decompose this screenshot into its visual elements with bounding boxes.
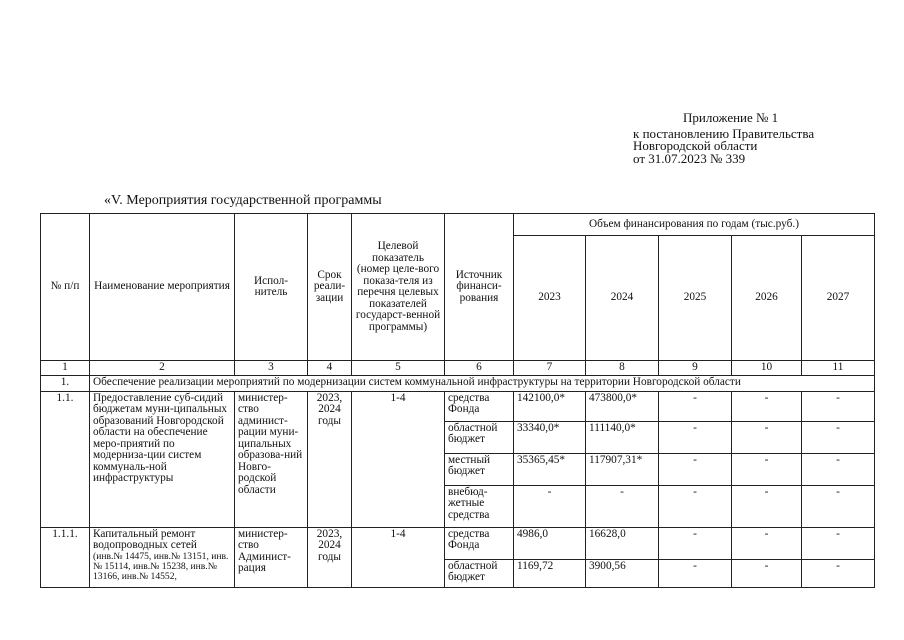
measure-period: 2023, 2024 годы	[308, 391, 352, 527]
funding-source: областной бюджет	[445, 421, 514, 453]
funding-source: внебюд-жетные средства	[445, 485, 514, 527]
col-number: 5	[352, 361, 445, 376]
col-number: 9	[659, 361, 732, 376]
col-number: 6	[445, 361, 514, 376]
funding-value: -	[802, 559, 875, 587]
col-number: 8	[586, 361, 659, 376]
funding-value: -	[659, 559, 732, 587]
funding-value: -	[802, 527, 875, 559]
funding-value: 35365,45*	[514, 453, 586, 485]
col-number: 10	[732, 361, 802, 376]
appendix-line: Новгородской области	[633, 138, 758, 153]
funding-value: 3900,56	[586, 559, 659, 587]
header-year: 2025	[659, 236, 732, 361]
funding-value: -	[732, 391, 802, 421]
header-target: Целевой показатель (номер целе-вого показа-теля из перечня целевых показателей государст-венной программы)	[352, 214, 445, 361]
appendix-title: Приложение № 1	[683, 110, 779, 125]
section-num: 1.	[41, 375, 90, 391]
header-year: 2024	[586, 236, 659, 361]
funding-value: -	[802, 421, 875, 453]
row-num: 1.1.1.	[41, 527, 90, 587]
header-num: № п/п	[41, 214, 90, 361]
col-number: 11	[802, 361, 875, 376]
header-executor: Испол-нитель	[235, 214, 308, 361]
funding-value: -	[732, 485, 802, 527]
measure-target: 1-4	[352, 527, 445, 587]
funding-value: 33340,0*	[514, 421, 586, 453]
funding-source: средства Фонда	[445, 527, 514, 559]
funding-value: -	[802, 453, 875, 485]
measure-name: Предоставление суб-сидий бюджетам муни-ципальных образований Новгородской области на обеспечение меро-приятий по модерниза-ции систем коммуналь-ной инфраструктуры	[90, 391, 235, 527]
funding-value: -	[732, 453, 802, 485]
measure-executor: министер-ство Админист-рация	[235, 527, 308, 587]
measure-name-cell	[90, 527, 235, 587]
funding-value: 473800,0*	[586, 391, 659, 421]
funding-value: 142100,0*	[514, 391, 586, 421]
funding-value: 4986,0	[514, 527, 586, 559]
header-year: 2026	[732, 236, 802, 361]
col-number: 4	[308, 361, 352, 376]
funding-value: -	[732, 559, 802, 587]
funding-value: -	[802, 391, 875, 421]
section-title: «V. Мероприятия государственной программы	[104, 193, 382, 208]
funding-value: -	[659, 485, 732, 527]
col-number: 1	[41, 361, 90, 376]
funding-value: -	[659, 391, 732, 421]
header-period: Срок реали-зации	[308, 214, 352, 361]
header-source: Источник финанси-рования	[445, 214, 514, 361]
funding-value: 117907,31*	[586, 453, 659, 485]
funding-value: -	[659, 421, 732, 453]
funding-value: -	[802, 485, 875, 527]
measure-target: 1-4	[352, 391, 445, 527]
header-year: 2023	[514, 236, 586, 361]
measure-executor: министер-ство админист-рации муни-ципальных образова-ний Новго-родской области	[235, 391, 308, 527]
funding-value: 111140,0*	[586, 421, 659, 453]
row-num: 1.1.	[41, 391, 90, 527]
funding-source: средства Фонда	[445, 391, 514, 421]
header-year: 2027	[802, 236, 875, 361]
appendix-line: от 31.07.2023 № 339	[633, 150, 746, 166]
measure-period: 2023, 2024 годы	[308, 527, 352, 587]
funding-value: -	[659, 453, 732, 485]
col-number: 7	[514, 361, 586, 376]
funding-value: 16628,0	[586, 527, 659, 559]
col-number: 2	[90, 361, 235, 376]
funding-value: -	[732, 421, 802, 453]
header-name: Наименование мероприятия	[90, 214, 235, 361]
funding-value: -	[514, 485, 586, 527]
section-title-row: Обеспечение реализации мероприятий по модернизации систем коммунальной инфраструктуры на территории Новгородской области	[90, 375, 875, 391]
funding-source: местный бюджет	[445, 453, 514, 485]
funding-value: 1169,72	[514, 559, 586, 587]
appendix-block	[633, 112, 814, 165]
funding-value: -	[586, 485, 659, 527]
appendix-line: к постановлению Правительства	[633, 125, 815, 141]
program-measures-table	[40, 213, 875, 588]
measure-name: Капитальный ремонт водопроводных сетей	[93, 527, 197, 551]
col-number: 3	[235, 361, 308, 376]
measure-name-detail: (инв.№ 14475, инв.№ 13151, инв.№ 15114, инв.№ 15238, инв.№ 13166, инв.№ 14552,	[93, 550, 229, 582]
funding-source: областной бюджет	[445, 559, 514, 587]
funding-value: -	[732, 527, 802, 559]
header-funding: Объем финансирования по годам (тыс.руб.)	[514, 214, 875, 236]
funding-value: -	[659, 527, 732, 559]
